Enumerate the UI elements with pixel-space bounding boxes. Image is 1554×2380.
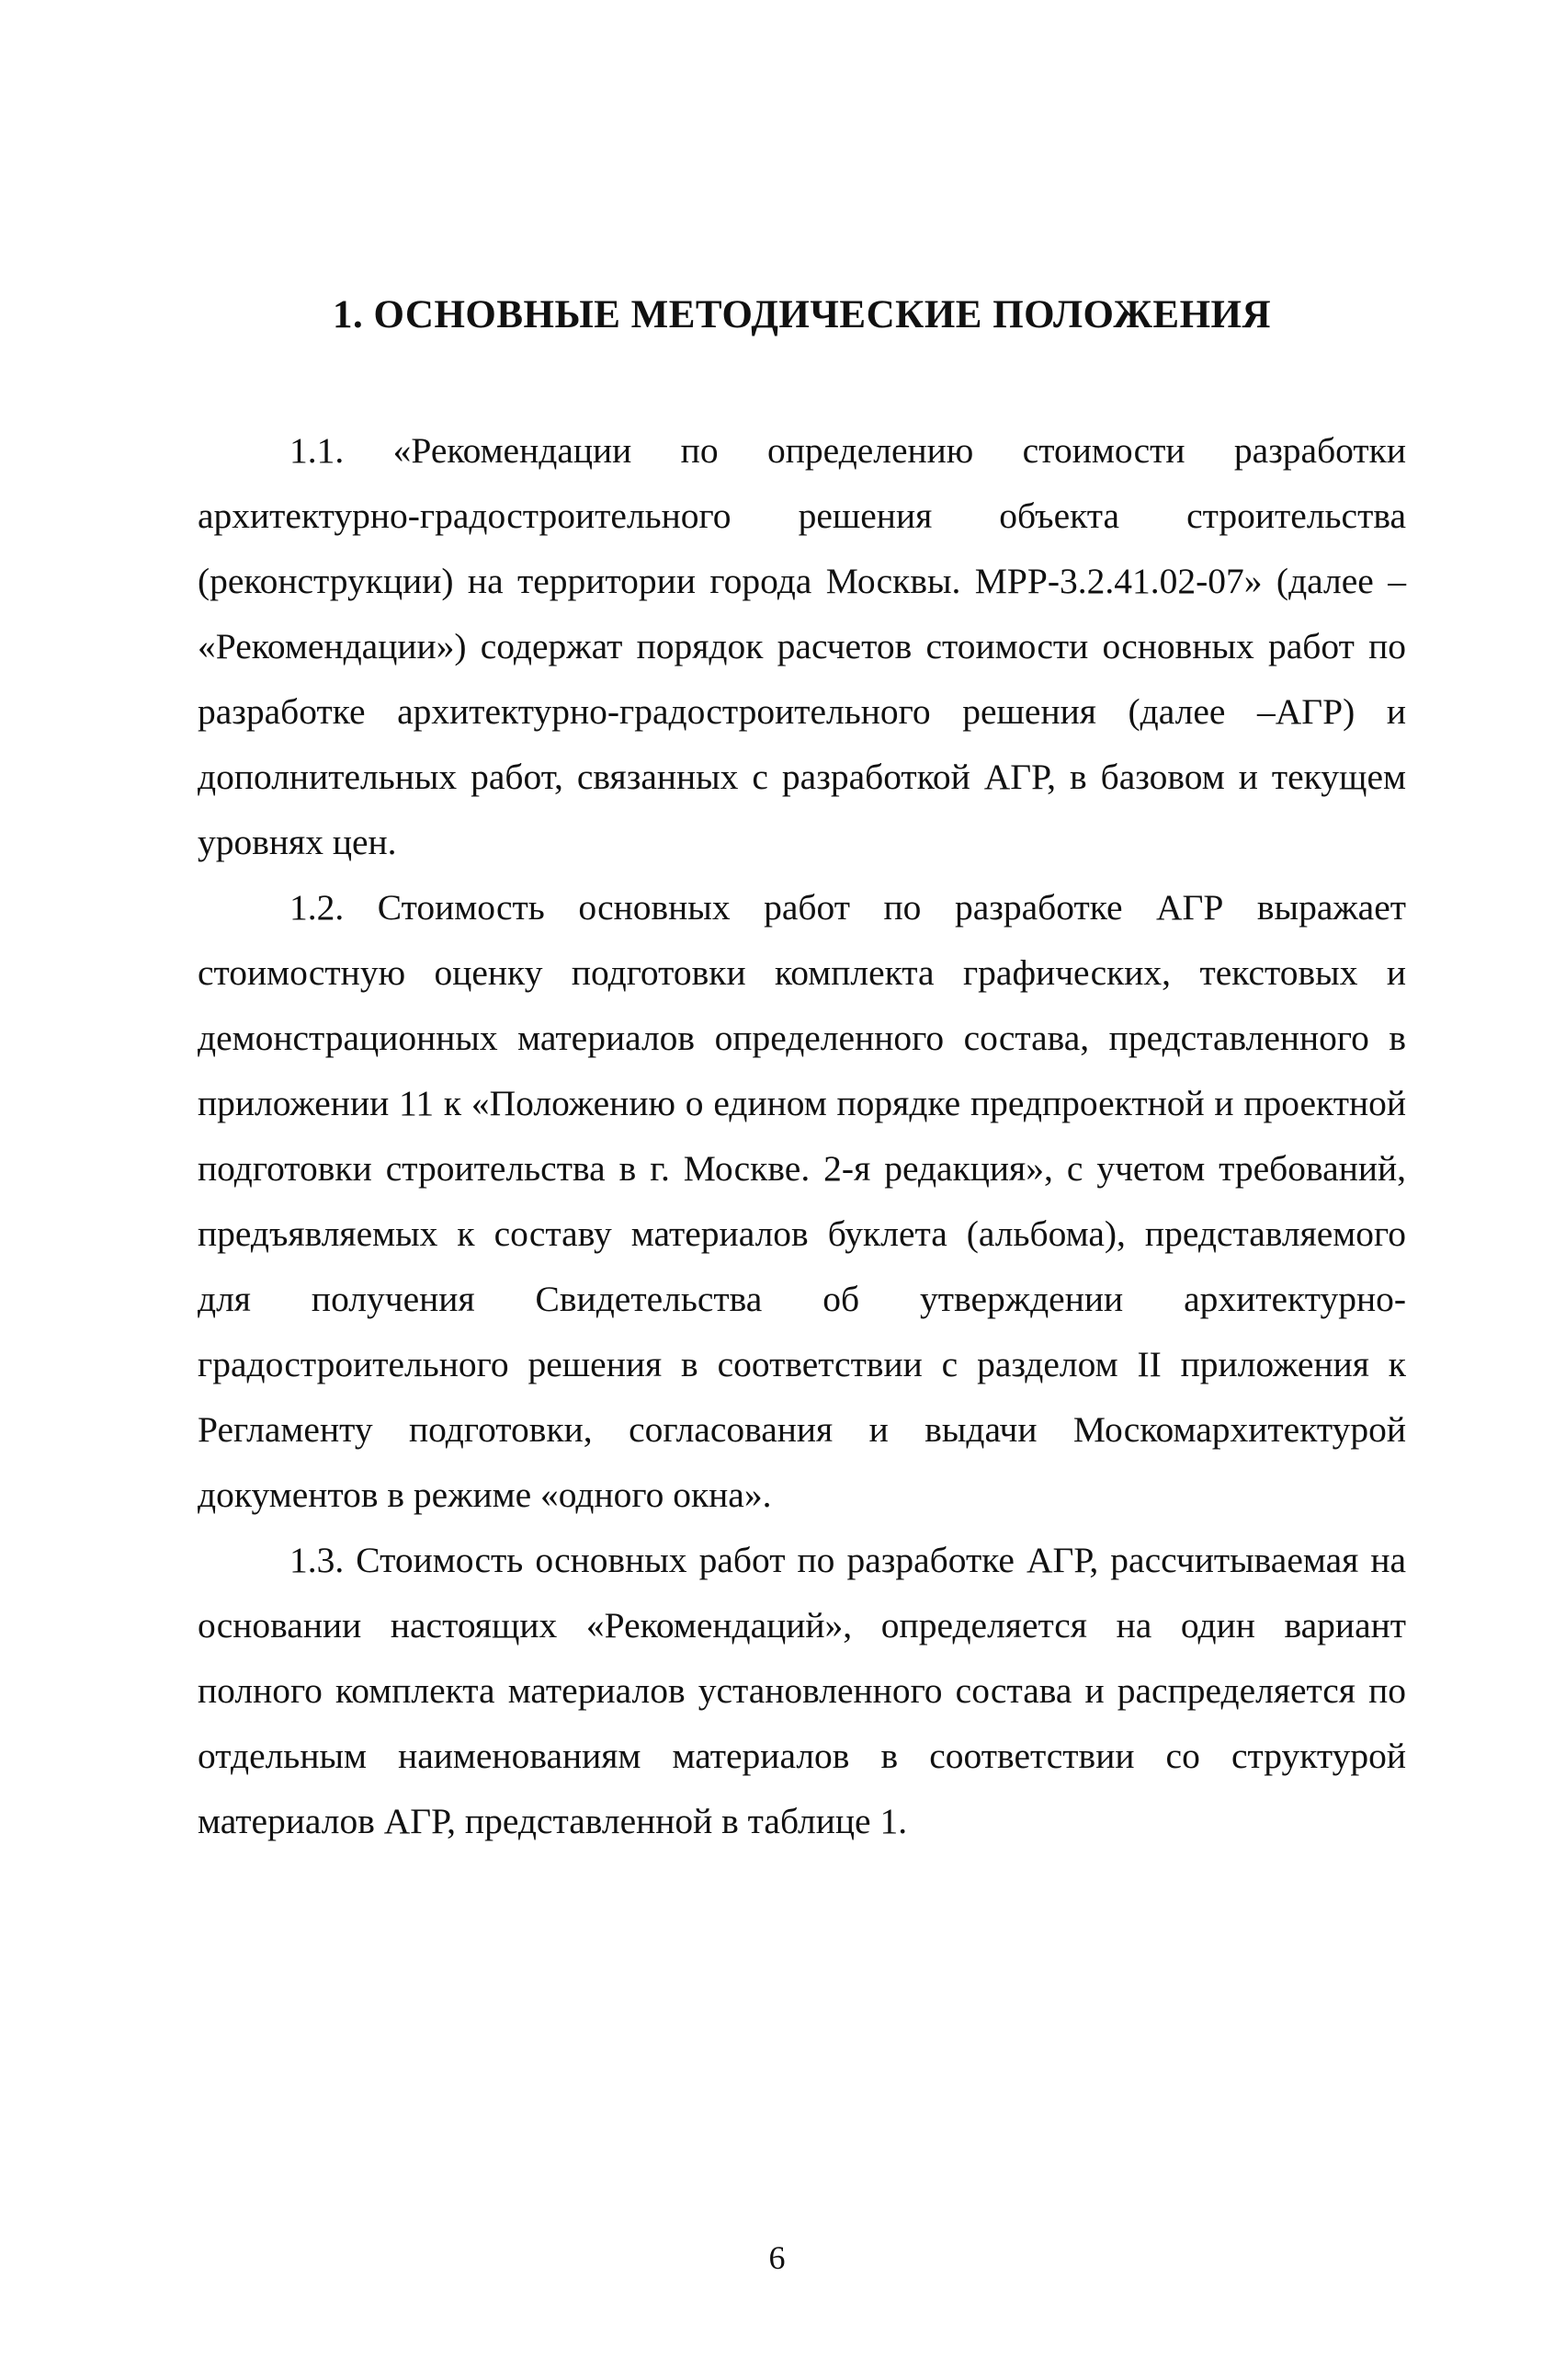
page-number: 6 bbox=[768, 2239, 786, 2276]
section-body bbox=[198, 418, 1406, 1854]
section-heading: 1. ОСНОВНЫЕ МЕТОДИЧЕСКИЕ ПОЛОЖЕНИЯ bbox=[332, 293, 1272, 336]
paragraph-1-3: 1.3. Стоимость основных работ по разработке АГР, рассчитываемая на основании настоящих «Рекомендаций», определяется на один вариант полного комплекта материалов установленного состава и распределяется по отдельным наименованиям материалов в соответствии со структурой материалов АГР, представленной в таблице 1. bbox=[198, 1540, 1406, 1841]
paragraph-1-1: 1.1. «Рекомендации по определению стоимости разработки архитектурно-градостроительного решения объекта строительства (реконструкции) на территории города Москвы. МРР-3.2.41.02-07» (далее – «Рекомендации») содержат порядок расчетов стоимости основных работ по разработке архитектурно-градостроительного решения (далее –АГР) и дополнительных работ, связанных с разработкой АГР, в базовом и текущем уровнях цен. bbox=[198, 430, 1406, 862]
paragraph-1-2: 1.2. Стоимость основных работ по разработке АГР выражает стоимостную оценку подготовки комплекта графических, текстовых и демонстрационных материалов определенного состава, представленного в приложении 11 к «Положению о едином порядке предпроектной и проектной подготовки строительства в г. Москве. 2-я редакция», с учетом требований, предъявляемых к составу материалов буклета (альбома), представляемого для получения Свидетельства об утверждении архитектурно-градостроительного решения в соответствии с разделом II приложения к Регламенту подготовки, согласования и выдачи Москомархитектурой документов в режиме «одного окна». bbox=[198, 887, 1406, 1515]
